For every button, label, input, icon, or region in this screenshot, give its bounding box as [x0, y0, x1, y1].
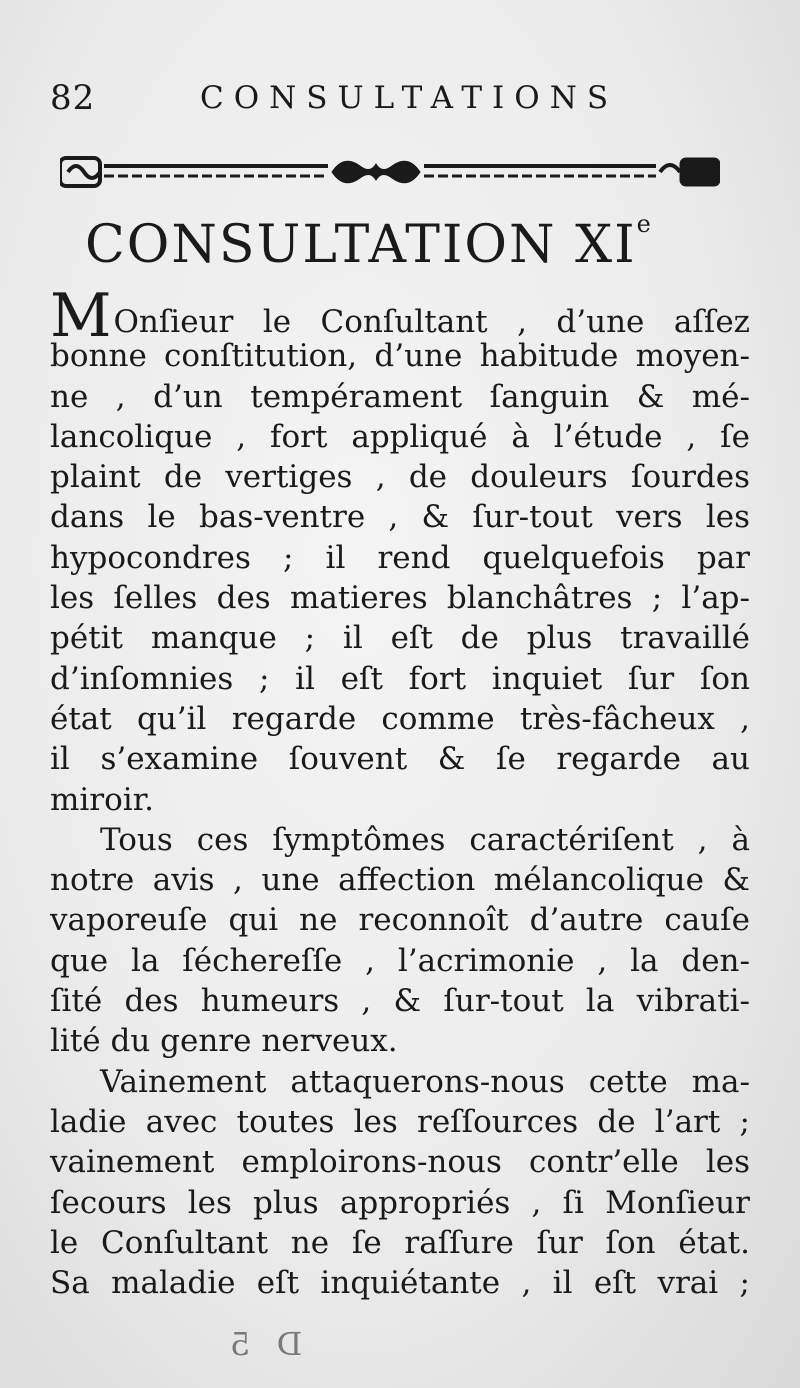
signature-mark: D 5 [222, 1325, 303, 1363]
page-number: 82 [50, 78, 96, 118]
paragraph-1 [50, 281, 750, 820]
text-line: plaint de vertiges , de douleurs ſourdes [50, 459, 750, 496]
chapter-title-ordinal: e [636, 210, 651, 238]
text-line: les ſelles des matieres blanchâtres ; l’ap- [50, 580, 750, 617]
body-text [50, 281, 750, 1303]
drop-cap: M [50, 281, 112, 351]
text-line: il s’examine ſouvent & ſe regarde au [50, 741, 750, 778]
ornamental-rule [60, 152, 720, 192]
text-line: Vainement attaquerons-nous cette ma- [100, 1063, 750, 1100]
text-line: miroir. [50, 781, 154, 818]
text-line: Tous ces ſymptômes caractériſent , à [100, 821, 750, 858]
text-line: ſité des humeurs , & ſur-tout la vibrati- [50, 983, 750, 1020]
text-line: lancolique , fort appliqué à l’étude , ſe [50, 418, 750, 455]
text-line: ladie avec toutes les reſſources de l’art ; [50, 1103, 750, 1140]
text-line: MOnſieur le Conſultant , d’une aſſez [50, 281, 750, 351]
running-head: CONSULTATIONS [200, 80, 619, 116]
text-line: pétit manque ; il eſt de plus travaillé [50, 620, 750, 657]
paragraph-2 [50, 820, 750, 1062]
text-line: ne , d’un tempérament ſanguin & mé- [50, 378, 750, 415]
text-line: d’inſomnies ; il eſt fort inquiet ſur ſon [50, 660, 750, 697]
text-line: état qu’il regarde comme très-fâcheux , [50, 700, 750, 737]
text-line: Sa maladie eſt inquiétante , il eſt vrai ; [50, 1265, 750, 1302]
chapter-title-text: CONSULTATION XI [85, 215, 637, 275]
text-line: le Conſultant ne ſe raſſure ſur ſon état. [50, 1224, 750, 1261]
text-line: ſecours les plus appropriés , ſi Monſieur [50, 1184, 750, 1221]
paragraph-3 [50, 1062, 750, 1304]
text-line: lité du genre nerveux. [50, 1023, 398, 1060]
text-line: notre avis , une affection mélancolique & [50, 862, 750, 899]
text-line: vainement emploirons-nous contr’elle les [50, 1144, 750, 1181]
text-line: hypocondres ; il rend quelquefois par [50, 539, 750, 576]
page-header [50, 78, 760, 122]
text-line: dans le bas-ventre , & ſur-tout vers les [50, 499, 750, 536]
text-line: vaporeuſe qui ne reconnoît d’autre cauſe [50, 902, 750, 939]
text-line: bonne conſtitution, d’une habitude moyen- [50, 338, 750, 375]
text-line: que la ſéchereſſe , l’acrimonie , la den- [50, 942, 750, 979]
chapter-title [85, 210, 725, 275]
